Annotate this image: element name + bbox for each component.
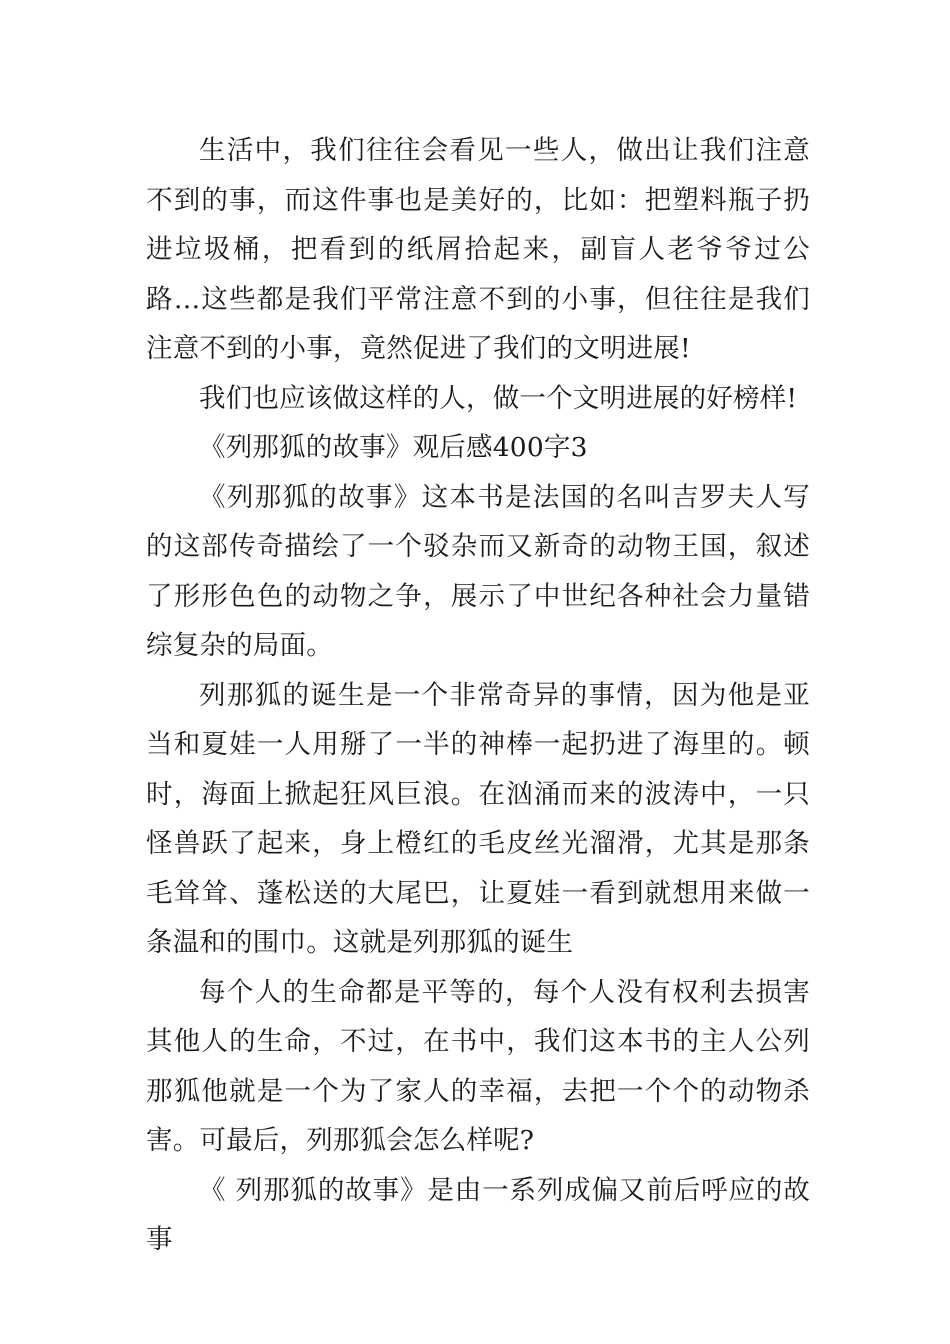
paragraph-story-structure: 《 列那狐的故事》是由一系列成偏又前后呼应的故事 xyxy=(146,1174,810,1255)
paragraph-book-intro: 《列那狐的故事》这本书是法国的名叫吉罗夫人写的这部传奇描绘了一个驳杂而又新奇的动物王国，叙述了形形色色的动物之争，展示了中世纪各种社会力量错综复杂的局面。 xyxy=(146,481,810,661)
paragraph-civility-role-model: 我们也应该做这样的人，做一个文明进展的好榜样! xyxy=(199,382,798,414)
paragraph-equal-life: 每个人的生命都是平等的，每个人没有权利去损害其他人的生命，不过，在书中，我们这本书的主人公列那狐他就是一个为了家人的幸福，去把一个个的动物杀害。可最后，列那狐会怎么样呢? xyxy=(146,976,810,1156)
document-body xyxy=(146,126,810,1265)
section-title: 《列那狐的故事》观后感400字3 xyxy=(199,432,588,463)
paragraph-civility-intro: 生活中，我们往往会看见一些人，做出让我们注意不到的事，而这件事也是美好的，比如：把塑料瓶子扔进垃圾桶，把看到的纸屑拾起来，副盲人老爷爷过公路…这些都是我们平常注意不到的小事，但往往是我们注意不到的小事，竟然促进了我们的文明进展! xyxy=(146,135,810,364)
paragraph-fox-birth: 列那狐的诞生是一个非常奇异的事情，因为他是亚当和夏娃一人用掰了一半的神棒一起扔进了海里的。顿时，海面上掀起狂风巨浪。在汹涌而来的波涛中，一只怪兽跃了起来，身上橙红的毛皮丝光溜滑，尤其是那条毛耸耸、蓬松送的大尾巴，让夏娃一看到就想用来做一条温和的围巾。这就是列那狐的诞生 xyxy=(146,679,810,958)
